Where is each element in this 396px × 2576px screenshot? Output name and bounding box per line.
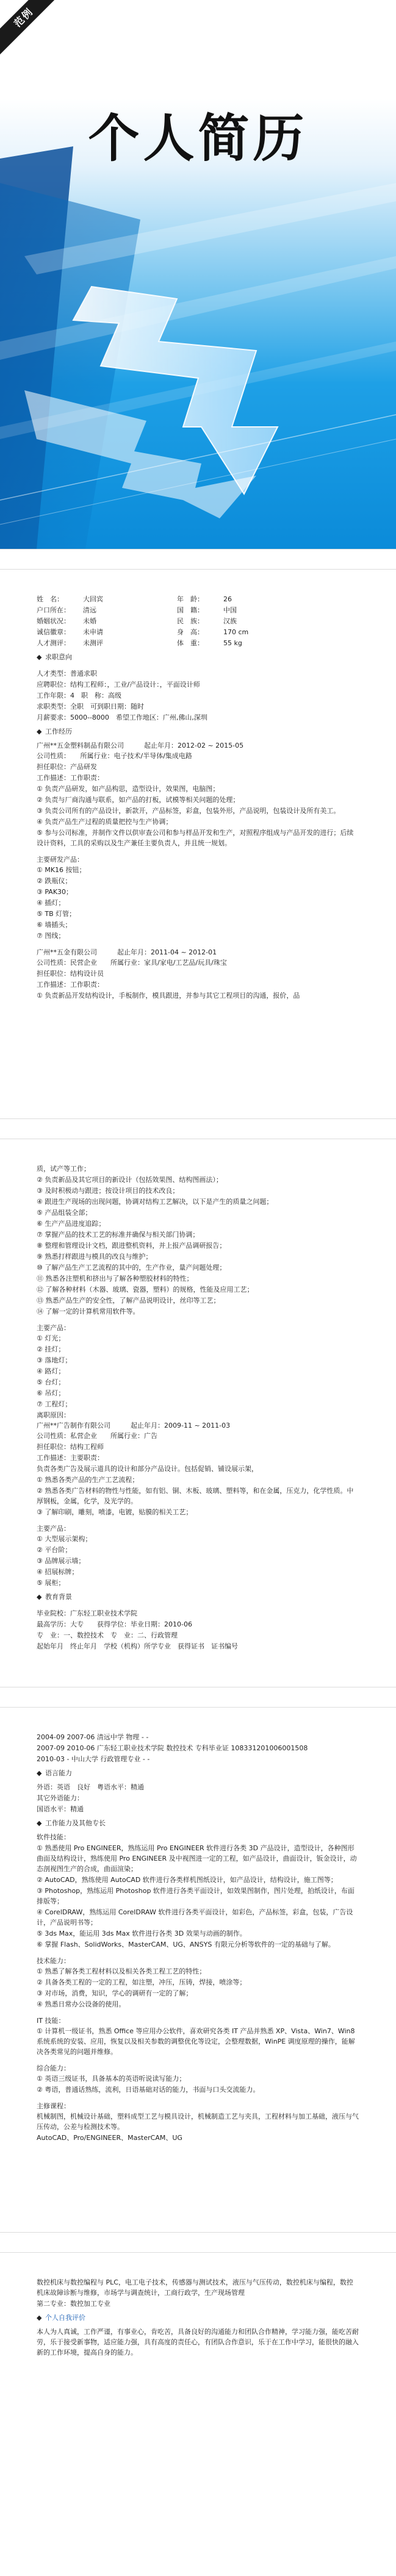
text-line: 公司性质： 所属行业：电子技术/半导体/集成电路 bbox=[37, 752, 192, 760]
products-2-title: 主要产品： bbox=[37, 1525, 70, 1533]
text-line: ⑤ TB 灯管； bbox=[37, 910, 76, 918]
resume-page-2 bbox=[0, 1139, 396, 1687]
text-line: ③ 对市场，消费，知识，学心的调研有一定的了解； bbox=[37, 1989, 193, 1997]
text-line: ① 灯光； bbox=[37, 1334, 65, 1342]
profile-field bbox=[37, 638, 177, 648]
text-line: ② 挂灯； bbox=[37, 1345, 65, 1353]
profile-field-value: 中国 bbox=[223, 606, 237, 614]
text-line: ⑭ 了解一定的计算机常用软件等。 bbox=[37, 1308, 140, 1315]
text-line: ③ 了解印刷，雕刻，喷漆，电镀，贴膜的相关工艺； bbox=[37, 1508, 193, 1516]
profile-field-value: 未测评 bbox=[83, 639, 103, 647]
tech-title: 技术能力： bbox=[37, 1957, 70, 1965]
text-line: 担任职位：结构工程师 bbox=[37, 1443, 104, 1451]
profile-field bbox=[177, 594, 359, 604]
text-line: ⑥ 掌握 Flash、SolidWorks、MasterCAM、UG、ANSYS 有限元分析等软件的一定的基础与了解。 bbox=[37, 1941, 335, 1948]
profile-field bbox=[37, 605, 177, 615]
section-title-work: ◆ 工作经历 bbox=[37, 728, 72, 735]
text-line: 专 业：一、数控技术 专 业：二、行政管理 bbox=[37, 1631, 178, 1639]
leave-reason: 离职原因： bbox=[37, 1411, 70, 1419]
text-line: 应聘职位：结构工程师：，工业/产品设计：，平面设计师 bbox=[37, 681, 200, 689]
profile-grid bbox=[37, 594, 359, 648]
text-line: ③ 落地灯； bbox=[37, 1356, 72, 1364]
job-2-header: 广州**五金有限公司 起止年月：2011-04 ~ 2012-01 bbox=[37, 948, 217, 956]
text-line: ② AutoCAD，熟练使用 AutoCAD 软件进行各类样机图纸设计，如产品设计，结构设计，施工图等； bbox=[37, 1876, 337, 1884]
text-line: 起始年月 终止年月 学校（机构）所学专业 获得证书 证书编号 bbox=[37, 1642, 238, 1650]
text-line: 2010-03 - 中山大学 行政管理专业 - - bbox=[37, 1755, 150, 1763]
job-1-header: 广州**五金塑料制品有限公司 起止年月：2012-02 ~ 2015-05 bbox=[37, 742, 244, 750]
text-line: 本人为人真诚，工作严谨，有事业心，肯吃苦，具备良好的沟通能力和团队合作精神，学习能力强，能吃苦耐劳，乐于接受新事物，适应能力强，具有高度的责任心，有团队合作意识，乐于在工作中学习，能很快的融入新的工作环境，提高自身的能力。 bbox=[37, 2328, 359, 2356]
text-line: ⑪ 熟悉各注塑机和挤出与了解各种塑胶材料的特性； bbox=[37, 1275, 193, 1283]
other-title: 综合能力： bbox=[37, 2064, 70, 2072]
products-2-list bbox=[37, 1534, 359, 1588]
section-title-language: ◆ 语言能力 bbox=[37, 1769, 72, 1777]
job-1-products bbox=[37, 865, 359, 941]
page-divider bbox=[0, 1687, 396, 1708]
job-2-continued bbox=[37, 1164, 359, 1317]
self-evaluation bbox=[37, 2327, 359, 2358]
text-line: 国语水平：精通 bbox=[37, 1805, 84, 1813]
it-title: IT 技能： bbox=[37, 2017, 65, 2025]
text-line: ③ 品牌展示墙； bbox=[37, 1557, 85, 1565]
section-title-intention: ◆ 求职意向 bbox=[37, 653, 72, 661]
text-line: ① 计算机一级证书，熟悉 Office 等应用办公软件，喜欢研究各类 IT 产品并熟悉 XP、Vista、Win7、Win8 系统系统的安装、应用，恢复以及相关参数的调整优化等设定，会整理数据，WinPE 调度原理的操作，能解决各类常见的问题并维修。 bbox=[37, 2027, 355, 2056]
text-line: ② 粤语，普通话熟练，流利，日语基础对话的能力，书面与口头交流能力。 bbox=[37, 2086, 260, 2094]
text-line: 2004-09 2007-06 清远中学 物理 - - bbox=[37, 1733, 149, 1741]
cover-arrow-graphic bbox=[0, 0, 396, 549]
text-line: ⑩ 了解产品生产工艺流程的其中的，生产作业，量产问题处理； bbox=[37, 1264, 226, 1272]
text-line: ① 熟悉各类产品的生产工艺流程； bbox=[37, 1476, 139, 1484]
profile-field-value: 未婚 bbox=[83, 617, 96, 625]
it-lines bbox=[37, 2026, 359, 2057]
job-1-lines bbox=[37, 751, 359, 848]
intention-list bbox=[37, 668, 359, 723]
profile-field-value: 55 kg bbox=[223, 639, 242, 647]
page-divider bbox=[0, 2232, 396, 2253]
text-line: ⑤ 参与公司标准，并制作文件以供审查公司和参与样品开发和生产，对照程序组成与产品开发的进行；后续设计资料，工具的采购以及生产兼任主要负责人，并且统一规划。 bbox=[37, 829, 354, 847]
profile-field bbox=[37, 616, 177, 626]
major-continued bbox=[37, 2277, 359, 2309]
profile-field-label: 体 重： bbox=[177, 639, 204, 647]
profile-field-value: 170 cm bbox=[223, 628, 249, 636]
profile-field-label: 人才测评： bbox=[37, 639, 70, 647]
text-line: ③ 及时积极动与跟进；按设计项目的技术改良； bbox=[37, 1187, 179, 1195]
profile-field bbox=[177, 627, 359, 637]
text-line: ② 跌瓶仪； bbox=[37, 877, 72, 885]
text-line: ② 负责新品及其它项目的新设计（包括效果图、结构图画法）； bbox=[37, 1176, 223, 1184]
text-line: ④ 路灯； bbox=[37, 1367, 65, 1375]
text-line: ② 具备各类工程的一定的工程，如注塑，冲压，压铸，焊接，喷涂等； bbox=[37, 1978, 247, 1986]
text-line: ④ 熟悉日常办公设备的使用。 bbox=[37, 2000, 126, 2008]
text-line: ① 负责产品研发，如产品构思，造型设计，效果图，电脑图； bbox=[37, 785, 220, 793]
text-line: ① 大型展示架构； bbox=[37, 1535, 92, 1543]
edu-lines bbox=[37, 1608, 359, 1651]
text-line: 最高学历：大专 获得学位：毕业日期：2010-06 bbox=[37, 1620, 192, 1628]
text-line: ④ 负责产品生产过程的质量把控与生产协调； bbox=[37, 818, 173, 826]
profile-field-label: 婚姻状况： bbox=[37, 617, 70, 625]
text-line: ⑧ 整理和管理设计文档，跟进整机资料，并上报产品调研报告； bbox=[37, 1242, 226, 1250]
page-divider bbox=[0, 1118, 396, 1139]
products-list bbox=[37, 1333, 359, 1409]
text-line: 毕业院校：广东轻工职业技术学院 bbox=[37, 1609, 137, 1617]
profile-field bbox=[37, 627, 177, 637]
profile-field-value: 大回宾 bbox=[83, 595, 103, 603]
text-line: ② 熟悉各类广告材料的物性与性能，如有铝、铜、木板、玻璃、塑料等，和在金属，压克力，化学性质。中厚钢板，金属，化学，及光学的。 bbox=[37, 1487, 354, 1505]
text-line: 工作描述：工作职责： bbox=[37, 774, 104, 782]
text-line: 机械制图，机械设计基础，塑料成型工艺与模具设计，机械制造工艺与夹具，工程材料与加工基础，液压与气压传动，公差与检测技术等。 bbox=[37, 2113, 359, 2131]
text-line: 担任职位：产品研发 bbox=[37, 763, 97, 771]
resume-page-3 bbox=[0, 1708, 396, 2232]
profile-field-label: 姓 名： bbox=[37, 595, 63, 603]
profile-field-value: 26 bbox=[223, 595, 232, 603]
profile-field bbox=[177, 605, 359, 615]
cover-title: 个人简历 bbox=[88, 109, 308, 168]
text-line: ⑥ 吊灯； bbox=[37, 1389, 65, 1397]
text-line: 第二专业：数控加工专业 bbox=[37, 2300, 110, 2308]
sample-ribbon: 范例 bbox=[0, 0, 63, 57]
text-line: ⑤ 3ds Max，能运用 3ds Max 软件进行各类 3D 效果与动画的制作。 bbox=[37, 1930, 247, 1937]
section-title-skills: ◆ 工作能力及其他专长 bbox=[37, 1819, 106, 1827]
text-line: ③ 负责公司所有的产品设计，新款开，产品标签，彩盒，包装外形，产品说明，包装设计及所有美工。 bbox=[37, 807, 340, 815]
text-line: ⑥ 生产产品进度追踪； bbox=[37, 1220, 106, 1228]
profile-field bbox=[37, 594, 177, 604]
language-lines bbox=[37, 1782, 359, 1814]
section-title-self: ◆ 个人自我评价 bbox=[37, 2314, 85, 2322]
cover-page bbox=[0, 0, 396, 549]
resume-page-4 bbox=[0, 2253, 396, 2552]
other-lines bbox=[37, 2073, 359, 2095]
text-line: ① 熟悉了解各类工程材料以及相关各类工程工艺的特性； bbox=[37, 1967, 206, 1975]
text-line: ④ 招展标牌； bbox=[37, 1568, 79, 1576]
profile-field-label: 年 龄： bbox=[177, 595, 204, 603]
text-line: ① MK16 按钮； bbox=[37, 866, 86, 874]
products-title: 主要产品： bbox=[37, 1324, 70, 1332]
text-line: ⑨ 熟悉打样跟进与模具的改良与维护； bbox=[37, 1253, 153, 1261]
tech-lines bbox=[37, 1966, 359, 2009]
text-line: 软件技能： bbox=[37, 1833, 70, 1841]
text-line: 工作描述：工作职责： bbox=[37, 981, 104, 989]
profile-field-label: 国 籍： bbox=[177, 606, 204, 614]
text-line: ① 熟悉使用 Pro ENGINEER，熟练运用 Pro ENGINEER 软件进行各类 3D 产品设计，造型设计，各种图形曲面及结构设计，熟练使用 Pro ENGINEER 及中视图进一定的工程，如产品设计，曲面设计，钣金设计，动态剖视图生产的合成，曲面渲染； bbox=[37, 1844, 357, 1873]
text-line: ④ 跟进生产现场的出现问题，协调对结构工艺解决，以下是产生的质量之问题； bbox=[37, 1198, 273, 1206]
text-line: 公司性质：民营企业 所属行业：家具/家电/工艺品/玩具/珠宝 bbox=[37, 959, 227, 967]
text-line: 工作描述：主要职责： bbox=[37, 1454, 104, 1462]
text-line: 公司性质：私营企业 所属行业：广告 bbox=[37, 1432, 157, 1440]
profile-field bbox=[177, 638, 359, 648]
text-line: 外语：英语 良好 粤语水平：精通 bbox=[37, 1783, 144, 1791]
text-line: AutoCAD、Pro/ENGINEER、MasterCAM、UG bbox=[37, 2134, 182, 2142]
text-line: 求职类型：全职 可到职日期：随时 bbox=[37, 703, 144, 710]
text-line: 工作年限：4 职 称：高级 bbox=[37, 692, 121, 699]
text-line: ③ Photoshop，熟练运用 Photoshop 软件进行各类平面设计，如效果图制作，图片处理，拍纸设计，布面排版等； bbox=[37, 1887, 355, 1905]
profile-field-label: 户口所在： bbox=[37, 606, 70, 614]
job-1-products-title: 主要研发产品： bbox=[37, 856, 84, 864]
text-line: ⑦ 图线； bbox=[37, 932, 65, 940]
section-title-edu: ◆ 教育背景 bbox=[37, 1593, 72, 1601]
profile-field-value: 汉族 bbox=[223, 617, 237, 625]
text-line: 担任职位：结构设计员 bbox=[37, 970, 104, 978]
text-line: 人才类型：普通求职 bbox=[37, 670, 97, 678]
job-3-header: 广州**广告制作有限公司 起止年月：2009-11 ~ 2011-03 bbox=[37, 1422, 231, 1429]
profile-field-value: 清远 bbox=[83, 606, 96, 614]
resume-page-1 bbox=[0, 570, 396, 1118]
profile-field bbox=[177, 616, 359, 626]
job-2-lines bbox=[37, 957, 359, 1001]
text-line: 数控机床与数控编程与 PLC，电工电子技术，传感器与测试技术，液压与气压传动，数控机床与编程，数控机床故障诊断与维修，市场学与调查统计，工商行政学，生产现场管理 bbox=[37, 2278, 353, 2297]
skill-lines bbox=[37, 1832, 359, 1950]
major-title: 主修课程： bbox=[37, 2102, 70, 2110]
text-line: ⑤ 台灯； bbox=[37, 1378, 65, 1386]
profile-field-value: 未申请 bbox=[83, 628, 103, 636]
text-line: ④ 插灯； bbox=[37, 899, 65, 907]
text-line: ④ CorelDRAW，熟练运用 CorelDRAW 软件进行各类平面设计，如彩色，产品标签，彩盒，包装，广告设计，产品说明书等； bbox=[37, 1908, 353, 1927]
profile-field-label: 民 族： bbox=[177, 617, 204, 625]
profile-field-label: 诚信徽章： bbox=[37, 628, 70, 636]
profile-field-label: 身 高： bbox=[177, 628, 204, 636]
text-line: ③ PAK30； bbox=[37, 888, 73, 896]
text-line: 2007-09 2010-06 广东轻工职业技术学院 数控技术 专科毕业证 108331201006001508 bbox=[37, 1744, 308, 1752]
text-line: ⑤ 产品组装全部； bbox=[37, 1209, 92, 1217]
text-line: 质，试产等工作； bbox=[37, 1165, 90, 1173]
text-line: ⑤ 展柜； bbox=[37, 1579, 65, 1587]
text-line: ⑬ 熟悉产品生产的安全性，了解产品说明设计，丝印等工艺； bbox=[37, 1297, 220, 1304]
text-line: ① 负责新品开发结构设计，手板制作，模具跟进，并参与其它工程项目的沟通，报价，品 bbox=[37, 992, 300, 1000]
text-line: ⑥ 墙插头； bbox=[37, 921, 72, 929]
edu-rows bbox=[37, 1732, 359, 1764]
text-line: 其它外语能力： bbox=[37, 1794, 84, 1802]
text-line: ② 负责与厂商沟通与联系，如产品的打板，试模等相关问题的处理； bbox=[37, 796, 240, 804]
text-line: ⑦ 工程灯； bbox=[37, 1400, 72, 1408]
job-3-lines bbox=[37, 1431, 359, 1517]
text-line: 月薪要求：5000--8000 希望工作地区：广州,佛山,深圳 bbox=[37, 714, 207, 721]
text-line: ② 平台阶； bbox=[37, 1546, 72, 1554]
text-line: ⑦ 掌握产品的技术工艺的标准并确保与相关部门协调； bbox=[37, 1231, 200, 1239]
page-divider bbox=[0, 549, 396, 570]
major-lines bbox=[37, 2111, 359, 2143]
text-line: ① 英语三级证书，具备基本的英语听说读写能力； bbox=[37, 2075, 186, 2083]
text-line: ⑫ 了解各种材料（木器、玻璃、瓷器，塑料）的规格，性能及应用工艺； bbox=[37, 1286, 254, 1293]
text-line: 负责各类广告及展示道具的设计和部分产品设计。包括促销、铺设展示架， bbox=[37, 1465, 258, 1473]
